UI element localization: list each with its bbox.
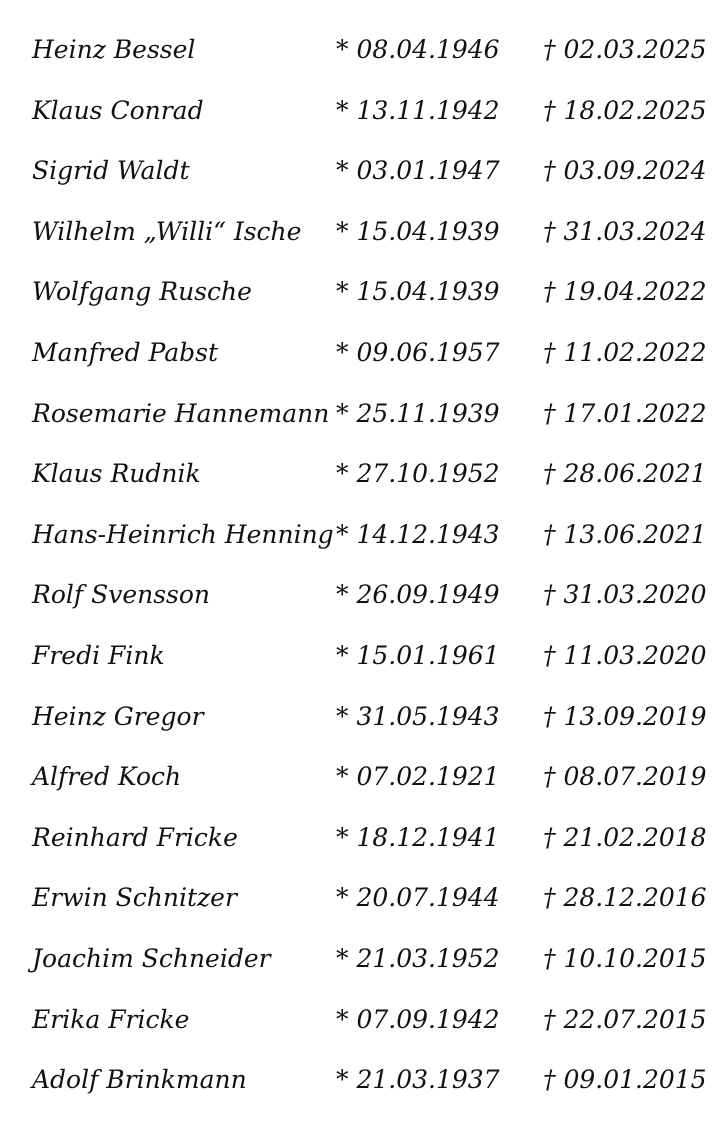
list-item <box>0 628 717 689</box>
birth-date: * 26.09.1949 <box>336 580 500 610</box>
birth-date: * 15.01.1961 <box>336 640 500 670</box>
person-name: Erwin Schnitzer <box>32 883 237 913</box>
birth-date: * 13.11.1942 <box>336 95 500 125</box>
person-name: Wilhelm „Willi“ Ische <box>32 216 302 246</box>
person-name: Klaus Rudnik <box>32 459 201 489</box>
list-item <box>0 870 717 931</box>
death-date: † 18.02.2025 <box>543 95 707 125</box>
death-date: † 21.02.2018 <box>543 822 707 852</box>
person-name: Rosemarie Hannemann <box>32 398 330 428</box>
person-name: Erika Fricke <box>32 1004 190 1034</box>
list-item <box>0 992 717 1053</box>
list-item <box>0 204 717 265</box>
death-date: † 28.12.2016 <box>543 883 707 913</box>
death-date: † 09.01.2015 <box>543 1065 707 1095</box>
person-name: Sigrid Waldt <box>32 156 190 186</box>
list-item <box>0 386 717 447</box>
person-name: Heinz Gregor <box>32 701 204 731</box>
death-date: † 03.09.2024 <box>543 156 707 186</box>
list-item <box>0 22 717 83</box>
person-name: Manfred Pabst <box>32 337 219 367</box>
death-date: † 28.06.2021 <box>543 459 707 489</box>
birth-date: * 15.04.1939 <box>336 216 500 246</box>
person-name: Heinz Bessel <box>32 35 196 64</box>
list-item <box>0 264 717 325</box>
list-item <box>0 689 717 750</box>
list-item <box>0 749 717 810</box>
birth-date: * 09.06.1957 <box>336 337 500 367</box>
death-date: † 02.03.2025 <box>543 35 707 64</box>
person-name: Alfred Koch <box>32 762 182 792</box>
birth-date: * 15.04.1939 <box>336 277 500 307</box>
death-date: † 10.10.2015 <box>543 943 707 973</box>
death-date: † 31.03.2020 <box>543 580 707 610</box>
list-item <box>0 325 717 386</box>
person-name: Rolf Svensson <box>32 580 211 610</box>
birth-date: * 25.11.1939 <box>336 398 500 428</box>
list-item <box>0 810 717 871</box>
birth-date: * 07.09.1942 <box>336 1004 500 1034</box>
birth-date: * 20.07.1944 <box>336 883 500 913</box>
person-name: Joachim Schneider <box>32 943 271 973</box>
birth-date: * 21.03.1937 <box>336 1065 500 1095</box>
birth-date: * 31.05.1943 <box>336 701 500 731</box>
person-name: Klaus Conrad <box>32 95 204 125</box>
list-item <box>0 567 717 628</box>
list-item <box>0 446 717 507</box>
birth-date: * 14.12.1943 <box>336 519 500 549</box>
person-name: Reinhard Fricke <box>32 822 238 852</box>
list-item <box>0 143 717 204</box>
list-item <box>0 931 717 992</box>
list-item <box>0 1052 717 1113</box>
death-date: † 17.01.2022 <box>543 398 707 428</box>
list-item <box>0 83 717 144</box>
birth-date: * 07.02.1921 <box>336 762 500 792</box>
birth-date: * 08.04.1946 <box>336 35 500 64</box>
memorial-list <box>0 22 717 1113</box>
death-date: † 11.02.2022 <box>543 337 707 367</box>
birth-date: * 21.03.1952 <box>336 943 500 973</box>
person-name: Fredi Fink <box>32 640 165 670</box>
death-date: † 08.07.2019 <box>543 762 707 792</box>
death-date: † 13.06.2021 <box>543 519 707 549</box>
person-name: Adolf Brinkmann <box>32 1065 247 1095</box>
person-name: Wolfgang Rusche <box>32 277 252 307</box>
death-date: † 31.03.2024 <box>543 216 707 246</box>
death-date: † 22.07.2015 <box>543 1004 707 1034</box>
list-item <box>0 507 717 568</box>
birth-date: * 03.01.1947 <box>336 156 500 186</box>
death-date: † 11.03.2020 <box>543 640 707 670</box>
birth-date: * 27.10.1952 <box>336 459 500 489</box>
death-date: † 19.04.2022 <box>543 277 707 307</box>
person-name: Hans-Heinrich Henning <box>32 519 334 549</box>
death-date: † 13.09.2019 <box>543 701 707 731</box>
birth-date: * 18.12.1941 <box>336 822 500 852</box>
